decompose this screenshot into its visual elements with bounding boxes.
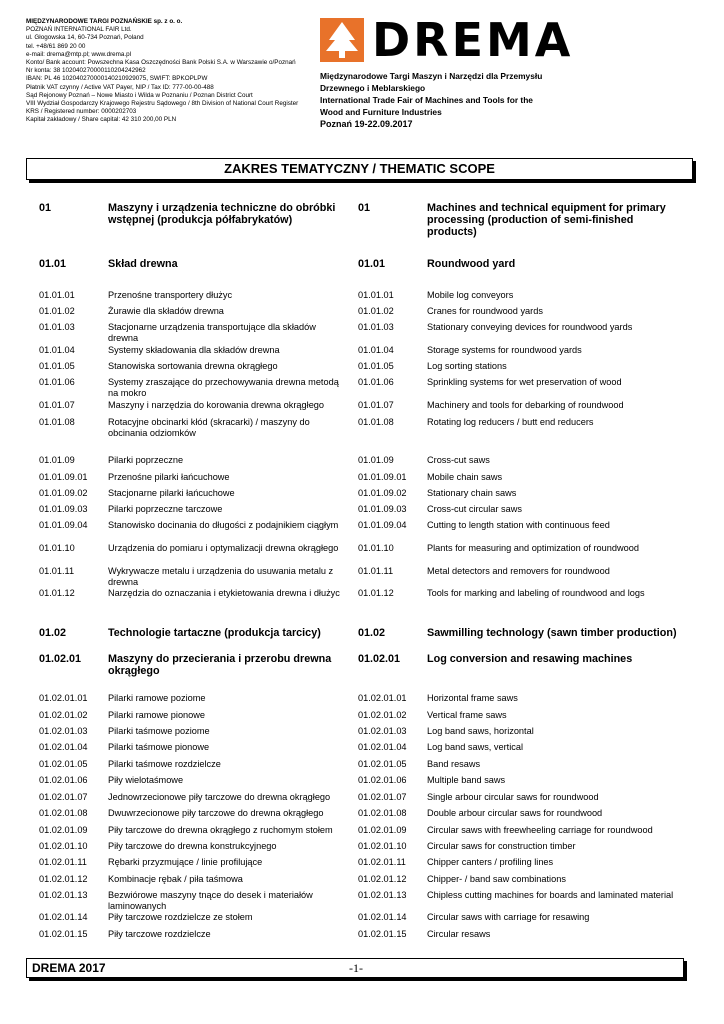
code-en: 01.02.01.15 xyxy=(358,929,407,939)
code-pl: 01.01.10 xyxy=(39,543,75,553)
code-pl: 01.01.02 xyxy=(39,306,75,316)
label-pl: Pilarki taśmowe poziome xyxy=(108,726,210,736)
label-pl: Stanowisko docinania do długości z podajnikiem ciągłym xyxy=(108,520,339,530)
label-pl: Urządzenia do pomiaru i optymalizacji drewna okrągłego xyxy=(108,543,339,553)
code-en: 01.01 xyxy=(358,258,386,270)
label-pl: Systemy zraszające do przechowywania drewna metodą na mokro xyxy=(108,377,339,398)
label-en: Tools for marking and labeling of roundwood and logs xyxy=(427,588,645,598)
code-pl: 01.01.09.04 xyxy=(39,520,88,530)
label-pl: Pilarki poprzeczne xyxy=(108,455,184,465)
code-pl: 01.01.08 xyxy=(39,417,75,427)
code-en: 01.01.09.01 xyxy=(358,472,407,482)
label-pl: Jednowrzecionowe piły tarczowe do drewna okrągłego xyxy=(108,792,331,802)
company-line: Sąd Rejonowy Poznań – Nowe Miasto i Wilda w Poznaniu / Poznan District Court xyxy=(26,91,253,99)
label-en: Circular resaws xyxy=(427,929,491,939)
label-en: Circular saws for construction timber xyxy=(427,841,576,851)
code-pl: 01.01.06 xyxy=(39,377,75,387)
fair-date: Poznań 19-22.09.2017 xyxy=(320,119,413,129)
label-en: Plants for measuring and optimization of roundwood xyxy=(427,543,639,553)
label-en: Metal detectors and removers for roundwood xyxy=(427,566,610,576)
label-pl: Kombinacje rębak / piła taśmowa xyxy=(108,874,243,884)
label-en: Log conversion and resawing machines xyxy=(427,653,633,665)
fair-title-en-1: International Trade Fair of Machines and Tools for the xyxy=(320,95,533,105)
company-line: Konto/ Bank account: Powszechna Kasa Oszczędności Bank Polski S.A. w Warszawie o/Poznań xyxy=(26,59,296,67)
code-en: 01.01.02 xyxy=(358,306,394,316)
company-line: Płatnik VAT czynny / Active VAT Payer, NIP / Tax ID: 777-00-00-488 xyxy=(26,83,214,91)
company-line: Nr konta: 38 102040270000110204242962 xyxy=(26,67,146,75)
code-en: 01.01.05 xyxy=(358,361,394,371)
label-pl: Stanowiska sortowania drewna okrągłego xyxy=(108,361,278,371)
label-pl: Skład drewna xyxy=(108,258,178,270)
label-pl: Stacjonarne urządzenia transportujące dla składów drewna xyxy=(108,322,316,343)
code-pl: 01.01.09.01 xyxy=(39,472,88,482)
code-en: 01.01.10 xyxy=(358,543,394,553)
code-pl: 01.02.01.02 xyxy=(39,710,88,720)
label-pl: Narzędzia do oznaczania i etykietowania drewna i dłużyc xyxy=(108,588,340,598)
code-pl: 01.02.01.09 xyxy=(39,825,88,835)
code-en: 01.02.01.03 xyxy=(358,726,407,736)
label-pl: Pilarki taśmowe pionowe xyxy=(108,742,210,752)
company-line: VIII Wydział Gospodarczy Krajowego Rejestru Sądowego / 8th Division of National Court Register xyxy=(26,100,299,108)
code-en: 01.02.01.11 xyxy=(358,857,406,867)
code-pl: 01.01.09.02 xyxy=(39,488,88,498)
label-pl: Bezwiórowe maszyny tnące do desek i materiałów laminowanych xyxy=(108,890,313,911)
label-en: Storage systems for roundwood yards xyxy=(427,345,582,355)
code-pl: 01.02.01.12 xyxy=(39,874,88,884)
code-en: 01.02.01.09 xyxy=(358,825,407,835)
code-en: 01.02.01.04 xyxy=(358,742,407,752)
code-pl: 01.01.01 xyxy=(39,290,75,300)
label-en: Mobile log conveyors xyxy=(427,290,514,300)
label-pl: Systemy składowania dla składów drewna xyxy=(108,345,280,355)
code-pl: 01.02.01.10 xyxy=(39,841,88,851)
code-en: 01.02.01.06 xyxy=(358,775,407,785)
code-pl: 01.01.09 xyxy=(39,455,75,465)
code-en: 01.02.01.12 xyxy=(358,874,407,884)
code-en: 01.02.01.13 xyxy=(358,890,407,900)
label-en: Sawmilling technology (sawn timber production) xyxy=(427,627,677,639)
code-pl: 01.02.01.01 xyxy=(39,693,88,703)
code-en: 01.02.01.10 xyxy=(358,841,407,851)
label-pl: Pilarki ramowe pionowe xyxy=(108,710,206,720)
code-pl: 01.02.01.03 xyxy=(39,726,88,736)
label-en: Band resaws xyxy=(427,759,481,769)
code-en: 01.01.08 xyxy=(358,417,394,427)
label-en: Rotating log reducers / butt end reducers xyxy=(427,417,594,427)
code-pl: 01.02.01.07 xyxy=(39,792,88,802)
code-pl: 01.02.01.13 xyxy=(39,890,88,900)
label-en: Multiple band saws xyxy=(427,775,506,785)
code-pl: 01.01.03 xyxy=(39,322,75,332)
code-en: 01.01.09.03 xyxy=(358,504,407,514)
fair-title-en-2: Wood and Furniture Industries xyxy=(320,107,442,117)
scope-title: ZAKRES TEMATYCZNY / THEMATIC SCOPE xyxy=(26,158,693,180)
code-en: 01.01.07 xyxy=(358,400,394,410)
label-pl: Maszyny do przecierania i przerobu drewna okrągłego xyxy=(108,653,332,678)
company-line: ul. Głogowska 14, 60-734 Poznań, Poland xyxy=(26,34,144,42)
label-en: Mobile chain saws xyxy=(427,472,503,482)
code-pl: 01.01.05 xyxy=(39,361,75,371)
code-pl: 01.02.01.08 xyxy=(39,808,88,818)
code-en: 01.01.09 xyxy=(358,455,394,465)
footer-title: DREMA 2017 xyxy=(32,961,106,975)
code-en: 01.01.03 xyxy=(358,322,394,332)
code-pl: 01.02.01.05 xyxy=(39,759,88,769)
label-en: Cranes for roundwood yards xyxy=(427,306,543,316)
company-line: MIĘDZYNARODOWE TARGI POZNAŃSKIE sp. z o. o. xyxy=(26,18,183,25)
label-en: Stationary chain saws xyxy=(427,488,517,498)
code-en: 01.02.01.01 xyxy=(358,693,407,703)
logo-text: DREMA xyxy=(372,13,574,67)
label-en: Log sorting stations xyxy=(427,361,507,371)
label-pl: Pilarki taśmowe rozdzielcze xyxy=(108,759,221,769)
code-pl: 01.02.01.14 xyxy=(39,912,88,922)
label-en: Double arbour circular saws for roundwood xyxy=(427,808,603,818)
label-pl: Żurawie dla składów drewna xyxy=(108,306,224,316)
code-en: 01.01.12 xyxy=(358,588,394,598)
code-en: 01.01.04 xyxy=(358,345,394,355)
label-en: Horizontal frame saws xyxy=(427,693,518,703)
code-pl: 01.01.04 xyxy=(39,345,75,355)
company-line: POZNAŃ INTERNATIONAL FAIR Ltd. xyxy=(26,26,132,34)
label-en: Vertical frame saws xyxy=(427,710,507,720)
page-number: -1- xyxy=(349,961,363,975)
label-pl: Piły tarczowe do drewna konstrukcyjnego xyxy=(108,841,277,851)
label-en: Machines and technical equipment for primary processing (production of semi-finished products) xyxy=(427,202,666,239)
label-pl: Maszyny i urządzenia techniczne do obróbki wstępnej (produkcja półfabrykatów) xyxy=(108,202,336,227)
code-pl: 01 xyxy=(39,202,52,214)
label-en: Stationary conveying devices for roundwood yards xyxy=(427,322,633,332)
label-pl: Piły tarczowe rozdzielcze ze stołem xyxy=(108,912,253,922)
fair-title-pl-2: Drzewnego i Meblarskiego xyxy=(320,83,426,93)
code-pl: 01.02.01.15 xyxy=(39,929,88,939)
company-line: Kapitał zakładowy / Share capital: 42 310 200,00 PLN xyxy=(26,116,177,124)
label-en: Chipless cutting machines for boards and laminated material xyxy=(427,890,674,900)
label-en: Machinery and tools for debarking of roundwood xyxy=(427,400,624,410)
code-pl: 01.01.07 xyxy=(39,400,75,410)
code-pl: 01.01.11 xyxy=(39,566,75,576)
code-en: 01.02 xyxy=(358,627,386,639)
code-en: 01.02.01.08 xyxy=(358,808,407,818)
label-en: Circular saws with carriage for resawing xyxy=(427,912,590,922)
company-line: e-mail: drema@mtp.pl; www.drema.pl xyxy=(26,50,132,58)
label-pl: Piły tarczowe rozdzielcze xyxy=(108,929,211,939)
company-line: IBAN: PL 46 102040270000140210929075, SWIFT: BPKOPLPW xyxy=(26,75,208,83)
label-pl: Dwuwrzecionowe piły tarczowe do drewna okrągłego xyxy=(108,808,324,818)
label-pl: Przenośne transportery dłużyc xyxy=(108,290,233,300)
code-en: 01.01.09.02 xyxy=(358,488,407,498)
label-pl: Technologie tartaczne (produkcja tarcicy) xyxy=(108,627,321,639)
code-pl: 01.02.01 xyxy=(39,653,82,665)
label-en: Single arbour circular saws for roundwood xyxy=(427,792,599,802)
label-pl: Rotacyjne obcinarki kłód (skracarki) / maszyny do obcinania odziomków xyxy=(108,417,310,438)
label-en: Cross-cut circular saws xyxy=(427,504,522,514)
label-en: Circular saws with freewheeling carriage for roundwood xyxy=(427,825,653,835)
company-line: KRS / Registered number: 0000202703 xyxy=(26,108,137,116)
code-en: 01.02.01.07 xyxy=(358,792,407,802)
code-pl: 01.02.01.04 xyxy=(39,742,88,752)
label-en: Roundwood yard xyxy=(427,258,516,270)
code-pl: 01.02.01.11 xyxy=(39,857,87,867)
label-pl: Pilarki ramowe poziome xyxy=(108,693,206,703)
code-en: 01.01.09.04 xyxy=(358,520,407,530)
label-en: Sprinkling systems for wet preservation of wood xyxy=(427,377,622,387)
fair-title-pl-1: Międzynarodowe Targi Maszyn i Narzędzi dla Przemysłu xyxy=(320,71,543,81)
code-en: 01 xyxy=(358,202,371,214)
code-pl: 01.01 xyxy=(39,258,67,270)
code-en: 01.02.01 xyxy=(358,653,401,665)
label-en: Chipper canters / profiling lines xyxy=(427,857,554,867)
label-en: Log band saws, horizontal xyxy=(427,726,534,736)
label-en: Log band saws, vertical xyxy=(427,742,524,752)
label-en: Cross-cut saws xyxy=(427,455,490,465)
label-pl: Wykrywacze metalu i urządzenia do usuwania metalu z drewna xyxy=(108,566,334,587)
label-en: Cutting to length station with continuous feed xyxy=(427,520,610,530)
label-pl: Przenośne pilarki łańcuchowe xyxy=(108,472,230,482)
page-footer xyxy=(26,958,684,978)
label-pl: Piły wielotaśmowe xyxy=(108,775,184,785)
code-pl: 01.02.01.06 xyxy=(39,775,88,785)
code-en: 01.01.06 xyxy=(358,377,394,387)
code-pl: 01.01.12 xyxy=(39,588,75,598)
label-pl: Stacjonarne pilarki łańcuchowe xyxy=(108,488,235,498)
code-en: 01.02.01.05 xyxy=(358,759,407,769)
code-pl: 01.02 xyxy=(39,627,67,639)
code-en: 01.02.01.02 xyxy=(358,710,407,720)
company-line: tel. +48/61 869 20 00 xyxy=(26,42,86,50)
label-pl: Maszyny i narzędzia do korowania drewna okrągłego xyxy=(108,400,325,410)
code-pl: 01.01.09.03 xyxy=(39,504,88,514)
code-en: 01.01.11 xyxy=(358,566,394,576)
code-en: 01.02.01.14 xyxy=(358,912,407,922)
label-en: Chipper- / band saw combinations xyxy=(427,874,566,884)
code-en: 01.01.01 xyxy=(358,290,394,300)
label-pl: Piły tarczowe do drewna okrągłego z ruchomym stołem xyxy=(108,825,333,835)
label-pl: Rębarki przyzmujące / linie profilujące xyxy=(108,857,263,867)
label-pl: Pilarki poprzeczne tarczowe xyxy=(108,504,223,514)
